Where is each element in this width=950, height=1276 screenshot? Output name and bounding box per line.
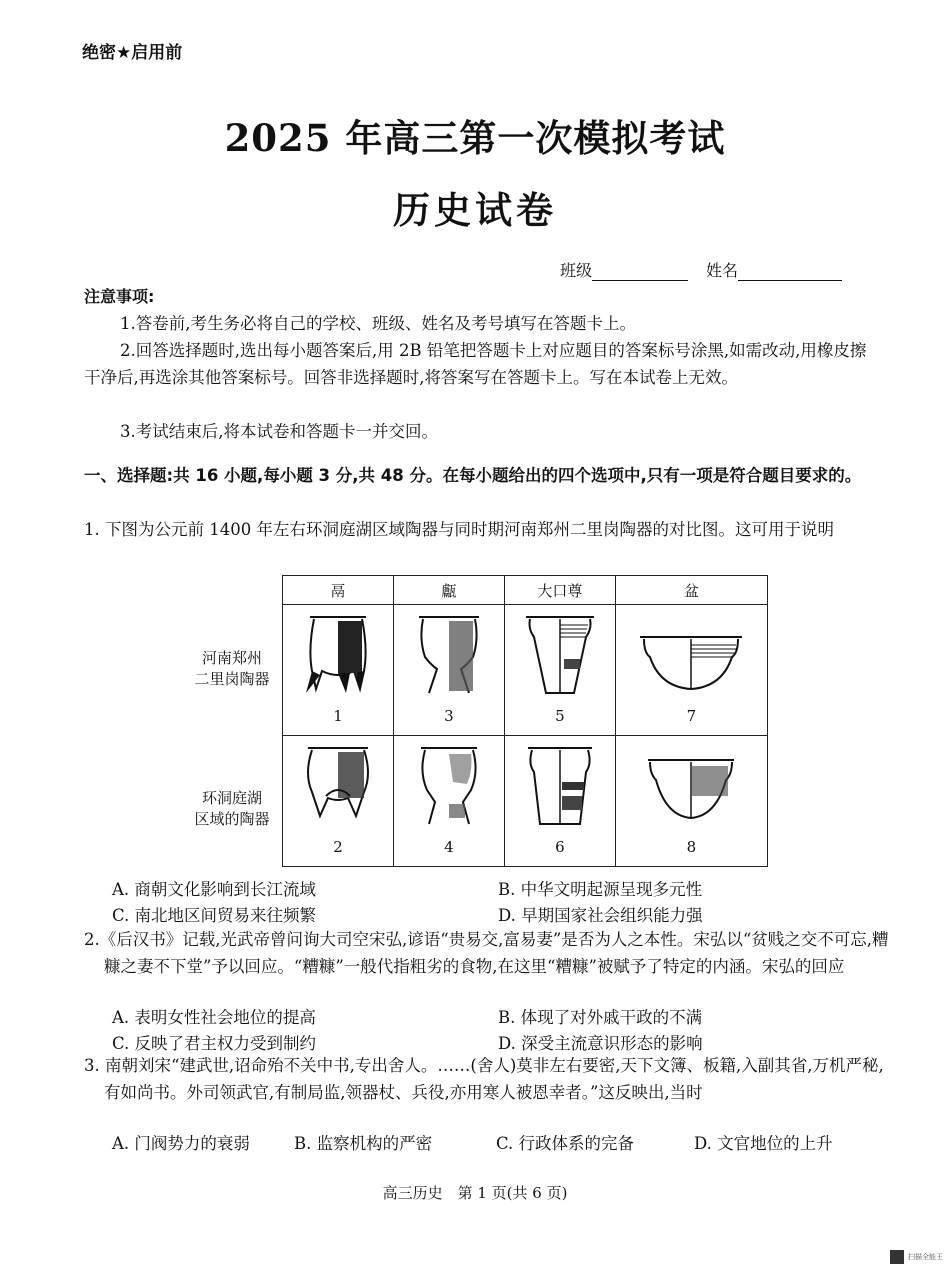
q2-option-b[interactable]: B. 体现了对外戚干政的不满 [498, 1008, 703, 1027]
name-label: 姓名 [706, 261, 739, 280]
pottery-cell [283, 736, 394, 867]
column-header-yan: 甗 [393, 576, 504, 605]
row-label-dongting [182, 788, 282, 830]
vessel-number: 8 [686, 838, 697, 856]
vessel-number: 1 [333, 707, 343, 725]
notice-item-3: 3.考试结束后,将本试卷和答题卡一并交回。 [120, 422, 438, 441]
pottery-cell [283, 605, 394, 736]
vessel-number: 7 [686, 707, 697, 725]
yan-steamer-vessel-image [409, 740, 489, 830]
vessel-number: 6 [555, 838, 565, 856]
pottery-cell [615, 605, 767, 736]
q1-option-a[interactable]: A. 商朝文化影响到长江流域 [112, 880, 316, 899]
q2-option-c[interactable]: C. 反映了君主权力受到制约 [112, 1034, 317, 1053]
q3-stem: 3. 南朝刘宋“建武世,诏命殆不关中书,专出舍人。……(舍人)莫非左右要密,天下文簿、板籍,入副其省,万机严秘,有如尚书。外司领武官,有制局监,领器杖、兵役,亦用寒人被恩幸者。”这反映出,当时 [84, 1056, 884, 1102]
q1-option-b[interactable]: B. 中华文明起源呈现多元性 [498, 880, 703, 899]
q1-stem: 1. 下图为公元前 1400 年左右环洞庭湖区域陶器与同时期河南郑州二里岗陶器的对比图。这可用于说明 [84, 520, 834, 539]
class-label: 班级 [560, 261, 593, 280]
qr-code-icon [890, 1250, 904, 1264]
pen-basin-vessel-image [636, 740, 746, 830]
notice-item-1: 1.答卷前,考生务必将自己的学校、班级、姓名及考号填写在答题卡上。 [120, 314, 636, 333]
pottery-cell [615, 736, 767, 867]
q3-option-d[interactable]: D. 文官地位的上升 [694, 1134, 833, 1153]
q2-option-d[interactable]: D. 深受主流意识形态的影响 [498, 1034, 703, 1053]
pottery-cell [393, 736, 504, 867]
li-tripod-vessel-image [298, 609, 378, 699]
row-label-zhengzhou [182, 648, 282, 690]
q2-option-a[interactable]: A. 表明女性社会地位的提高 [112, 1008, 316, 1027]
dakouzun-vessel-image [520, 740, 600, 830]
pottery-cell [393, 605, 504, 736]
row-label-line: 区域的陶器 [194, 810, 270, 828]
subject-title: 历史试卷 [393, 188, 557, 232]
notice-title: 注意事项: [84, 287, 155, 306]
notice-item-2: 2.回答选择题时,选出每小题答案后,用 2B 铅笔把答题卡上对应题目的答案标号涂黑,如需改动,用橡皮擦干净后,再选涂其他答案标号。回答非选择题时,将答案写在答题卡上。写在本试卷上无效。 [84, 341, 867, 387]
dakouzun-vessel-image [520, 609, 600, 699]
q3-option-c[interactable]: C. 行政体系的完备 [496, 1134, 635, 1153]
row-label-line: 环洞庭湖 [201, 789, 262, 807]
exam-title: 2025 年高三第一次模拟考试 [224, 116, 726, 160]
vessel-number: 5 [555, 707, 565, 725]
scanner-watermark: 扫描全能王 [908, 1253, 943, 1261]
pottery-cell [504, 736, 615, 867]
column-header-pen: 盆 [615, 576, 767, 605]
li-tripod-vessel-image [298, 740, 378, 830]
name-blank[interactable] [738, 262, 842, 281]
q2-stem: 2.《后汉书》记载,光武帝曾问询大司空宋弘,谚语“贵易交,富易妻”是否为人之本性。宋弘以“贫贱之交不可忘,糟糠之妻不下堂”予以回应。“糟糠”一般代指粗劣的食物,在这里“糟糠”被赋予了特定的内涵。宋弘的回应 [84, 930, 889, 976]
column-header-dakouzun: 大口尊 [504, 576, 615, 605]
secrecy-label: 绝密★启用前 [82, 43, 183, 63]
pottery-comparison-table [282, 575, 768, 867]
column-header-li: 鬲 [283, 576, 394, 605]
pottery-cell [504, 605, 615, 736]
section-heading: 一、选择题:共 16 小题,每小题 3 分,共 48 分。在每小题给出的四个选项中,只有一项是符合题目要求的。 [84, 466, 862, 485]
row-label-line: 二里岗陶器 [194, 670, 270, 688]
q3-option-a[interactable]: A. 门阀势力的衰弱 [112, 1134, 250, 1153]
q1-option-d[interactable]: D. 早期国家社会组织能力强 [498, 906, 703, 925]
row-label-line: 河南郑州 [201, 649, 262, 667]
vessel-number: 2 [333, 838, 343, 856]
q1-option-c[interactable]: C. 南北地区间贸易来往频繁 [112, 906, 317, 925]
vessel-number: 3 [444, 707, 454, 725]
page-footer: 高三历史 第 1 页(共 6 页) [382, 1184, 568, 1202]
student-info-row [560, 258, 842, 281]
class-blank[interactable] [592, 262, 688, 281]
yan-steamer-vessel-image [409, 609, 489, 699]
q3-option-b[interactable]: B. 监察机构的严密 [294, 1134, 433, 1153]
pen-basin-vessel-image [636, 609, 746, 699]
vessel-number: 4 [444, 838, 454, 856]
